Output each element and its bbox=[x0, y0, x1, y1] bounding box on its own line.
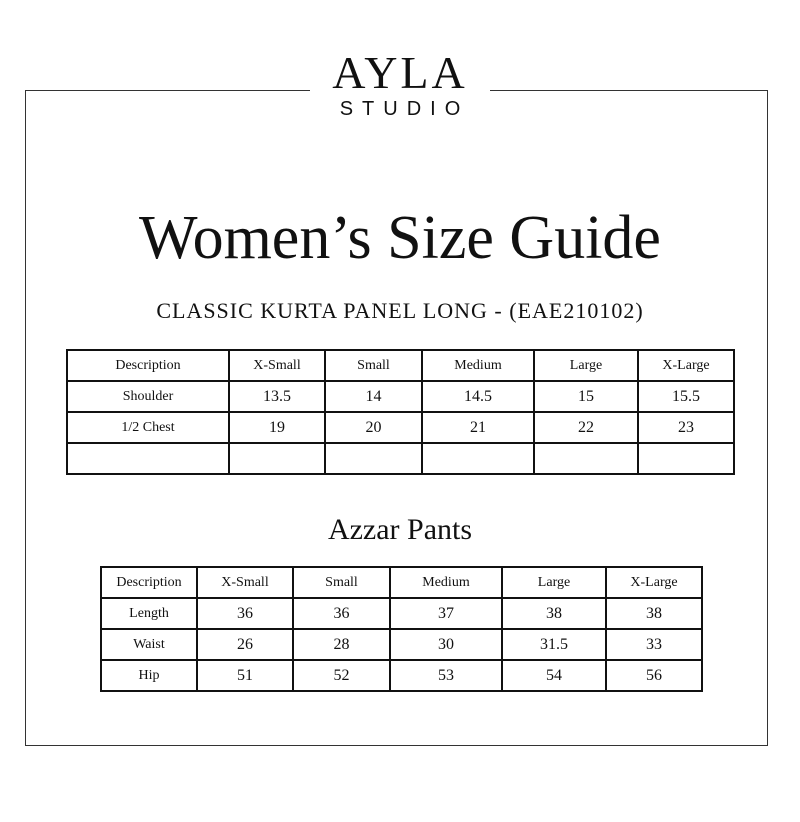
table-header-cell: X-Large bbox=[638, 350, 734, 381]
table-cell: 26 bbox=[197, 629, 293, 660]
table-header-cell: Large bbox=[534, 350, 638, 381]
table-cell: 56 bbox=[606, 660, 702, 691]
table-cell: 36 bbox=[293, 598, 390, 629]
brand-subname: STUDIO bbox=[339, 98, 470, 120]
table-cell: 15 bbox=[534, 381, 638, 412]
table-cell: 28 bbox=[293, 629, 390, 660]
table-cell: 15.5 bbox=[638, 381, 734, 412]
table-cell: 37 bbox=[390, 598, 502, 629]
table-cell bbox=[422, 443, 534, 474]
table-cell: 36 bbox=[197, 598, 293, 629]
table-header-row bbox=[101, 567, 702, 598]
brand-logo bbox=[310, 48, 490, 124]
table-cell: 38 bbox=[606, 598, 702, 629]
table-row-label: Length bbox=[101, 598, 197, 629]
table-header-cell: Description bbox=[67, 350, 229, 381]
kurta-size-table bbox=[66, 349, 735, 475]
table-row-label: Shoulder bbox=[67, 381, 229, 412]
table-row bbox=[67, 381, 734, 412]
table-cell: 19 bbox=[229, 412, 325, 443]
table-row-label: 1/2 Chest bbox=[67, 412, 229, 443]
table-cell: 52 bbox=[293, 660, 390, 691]
table-header-cell: X-Small bbox=[229, 350, 325, 381]
table-header-cell: Large bbox=[502, 567, 606, 598]
table-header-cell: Medium bbox=[422, 350, 534, 381]
table-cell: 53 bbox=[390, 660, 502, 691]
table-cell: 21 bbox=[422, 412, 534, 443]
table-header-cell: X-Small bbox=[197, 567, 293, 598]
table-cell: 38 bbox=[502, 598, 606, 629]
table-cell bbox=[325, 443, 422, 474]
table-row bbox=[101, 660, 702, 691]
table-row-label: Waist bbox=[101, 629, 197, 660]
table-cell: 23 bbox=[638, 412, 734, 443]
table-cell: 33 bbox=[606, 629, 702, 660]
table-header-cell: Small bbox=[293, 567, 390, 598]
brand-name: AYLA bbox=[332, 47, 468, 98]
table-cell: 13.5 bbox=[229, 381, 325, 412]
table-row bbox=[101, 598, 702, 629]
table-row-empty bbox=[67, 443, 734, 474]
table-cell: 14 bbox=[325, 381, 422, 412]
table-cell: 14.5 bbox=[422, 381, 534, 412]
pants-size-table bbox=[100, 566, 703, 692]
table-cell: 22 bbox=[534, 412, 638, 443]
table-cell bbox=[638, 443, 734, 474]
table-header-row bbox=[67, 350, 734, 381]
table-cell bbox=[534, 443, 638, 474]
table-row bbox=[101, 629, 702, 660]
table-header-cell: Small bbox=[325, 350, 422, 381]
table-header-cell: X-Large bbox=[606, 567, 702, 598]
table-header-cell: Medium bbox=[390, 567, 502, 598]
table-cell bbox=[229, 443, 325, 474]
table-cell: 31.5 bbox=[502, 629, 606, 660]
table-header-cell: Description bbox=[101, 567, 197, 598]
table-cell: 30 bbox=[390, 629, 502, 660]
table-cell: 54 bbox=[502, 660, 606, 691]
table-row bbox=[67, 412, 734, 443]
table-row-label: Hip bbox=[101, 660, 197, 691]
section-title: Azzar Pants bbox=[327, 513, 473, 546]
table-cell: 51 bbox=[197, 660, 293, 691]
product-subtitle: CLASSIC KURTA PANEL LONG - (EAE210102) bbox=[156, 298, 644, 323]
table-row-label bbox=[67, 443, 229, 474]
table-cell: 20 bbox=[325, 412, 422, 443]
page-title: Women’s Size Guide bbox=[139, 204, 661, 272]
